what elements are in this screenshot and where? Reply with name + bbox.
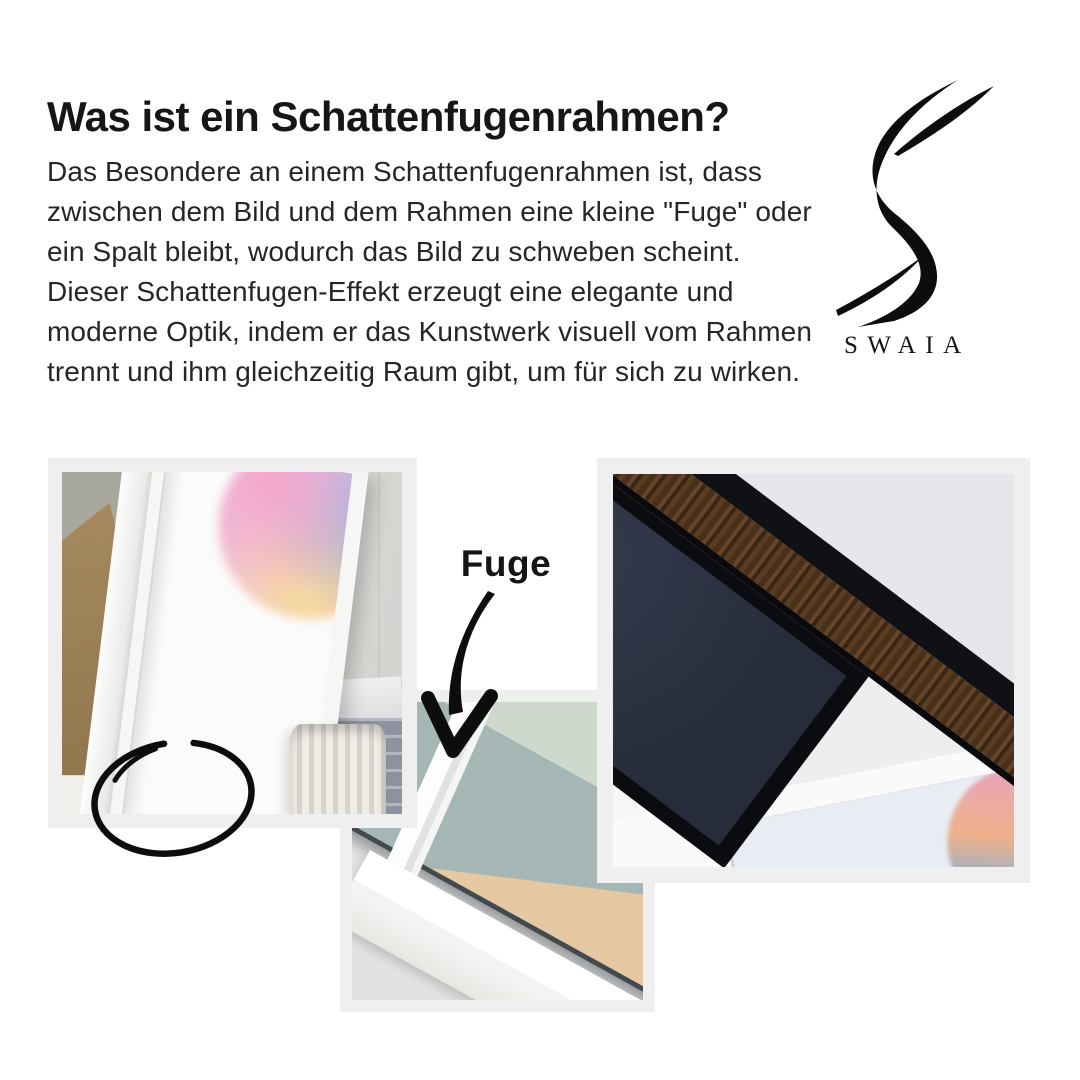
photo-card-stacked-frames	[597, 458, 1030, 883]
photo-stacked-frames	[613, 474, 1014, 867]
walnut-and-navy-frames	[613, 484, 1014, 867]
brand-name: SWAIA	[844, 332, 971, 359]
intro-paragraph: Das Besondere an einem Schattenfugenrahmen ist, dass zwischen dem Bild und dem Rahmen eine kleine "Fuge" oder ein Spalt bleibt, wodurch das Bild zu schweben scheint. Dieser Schattenfugen-Effekt erzeugt eine elegante und moderne Optik, indem er das Kunstwerk visuell vom Rahmen trennt und ihm gleichzeitig Raum gibt, um für sich zu wirken.	[47, 156, 813, 387]
hand-drawn-ellipse-icon	[78, 722, 273, 870]
page-title: Was ist ein Schattenfugenrahmen?	[47, 93, 730, 141]
wall-corner-line	[378, 472, 380, 707]
brand-logo	[828, 70, 1008, 370]
gradient-circle-art	[208, 472, 352, 629]
brush-arrow-down-icon	[405, 585, 515, 770]
gap-annotation-label: Fuge	[460, 543, 552, 584]
swaia-s-brush-icon	[828, 70, 1008, 328]
ribbed-vase	[290, 724, 386, 814]
